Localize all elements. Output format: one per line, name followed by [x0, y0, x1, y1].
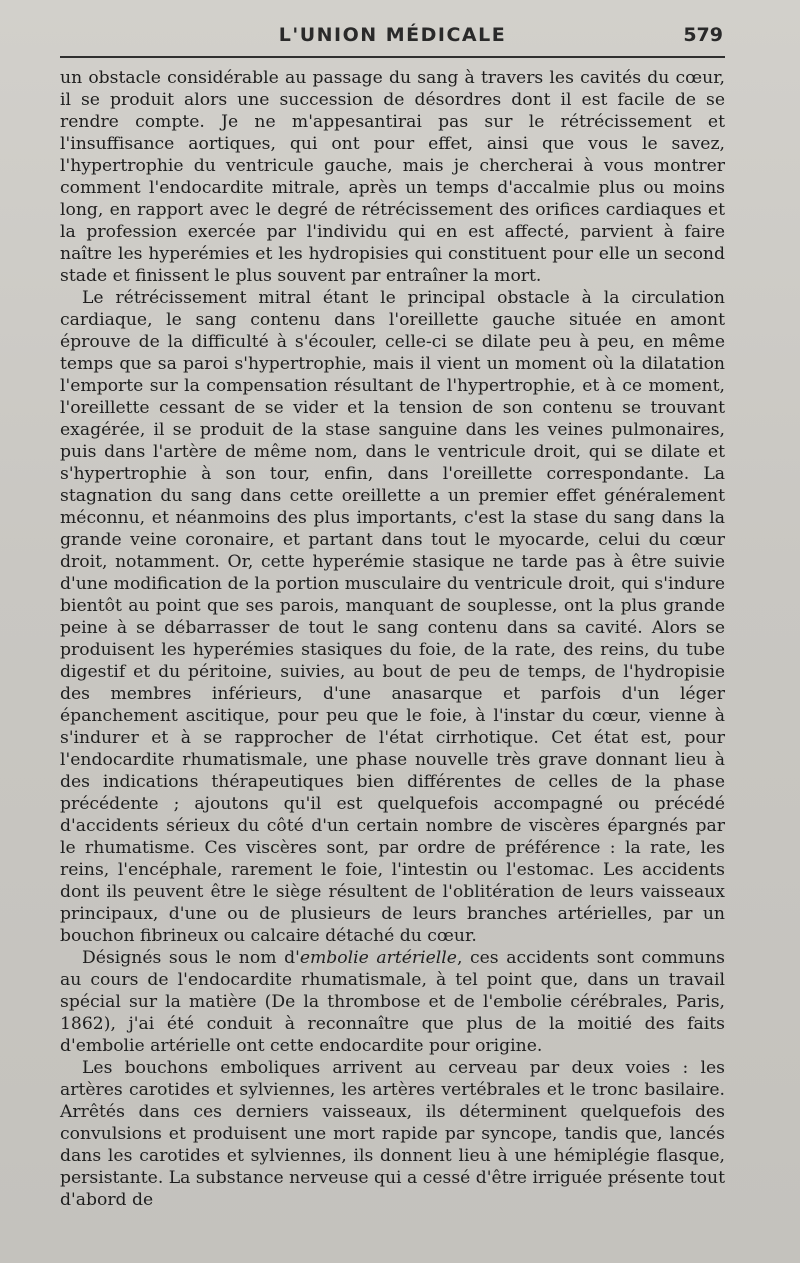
paragraph-3-lead: Désignés sous le nom d' — [82, 948, 300, 968]
embolie-arterielle-emphasis: embolie artérielle — [299, 948, 457, 968]
paragraph-2: Le rétrécissement mitral étant le principal obstacle à la circulation cardiaque, le sang contenu dans l'oreillette gauche située en amont éprouve de la difficulté à s'écouler, celle-ci se dilate peu à peu, en même temps que sa paroi s'hypertrophie, mais il vient un moment où la dilatation l'emporte sur la compensation résultant de l'hypertrophie, et à ce moment, l'oreillette cessant de se vider et la tension de son contenu se trouvant exagérée, il se produit de la stase sanguine dans les veines pulmonaires, puis dans l'artère de même nom, dans le ventricule droit, qui se dilate et s'hypertrophie à son tour, enfin, dans l'oreillette correspondante. La stagnation du sang dans cette oreillette a un premier effet généralement méconnu, et néanmoins des plus importants, c'est la stase du sang dans la grande veine coronaire, et partant dans tout le myocarde, celui du cœur droit, notamment. Or, cette hyperémie stasique ne tarde pas à être suivie d'une modification de la portion musculaire du ventricule droit, qui s'indure bientôt au point que ses parois, manquant de souplesse, ont la plus grande peine à se débarrasser de tout le sang contenu dans sa cavité. Alors se produisent les hyperémies stasiques du foie, de la rate, des reins, du tube digestif et du péritoine, suivies, au bout de peu de temps, de l'hydropisie des membres inférieurs, d'une anasarque et parfois d'un léger épanchement ascitique, pour peu que le foie, à l'instar du cœur, vienne à s'indurer et à se rapprocher de l'état cirrhotique. Cet état est, pour l'endocardite rhumatismale, une phase nouvelle très grave donnant lieu à des indications thérapeutiques bien différentes de celles de la phase précédente ; ajoutons qu'il est quelquefois accompagné ou précédé d'accidents sérieux du côté d'un certain nombre de viscères épargnés par le rhumatisme. Ces viscères sont, par ordre de préférence : la rate, les reins, l'encéphale, rarement le foie, l'intestin ou l'estomac. Les accidents dont ils peuvent être le siège résultent de l'oblitération de leurs vaisseaux principaux, d'une ou de plusieurs de leurs branches artérielles, par un bouchon fibrineux ou calcaire détaché du cœur. — [60, 288, 725, 946]
running-title: L'UNION MÉDICALE — [278, 24, 507, 46]
paragraph-1: un obstacle considérable au passage du sang à travers les cavités du cœur, il se produit alors une succession de désordres dont il est facile de se rendre compte. Je ne m'appesantirai pas sur le rétrécissement et l'insuffisance aortiques, qui ont pour effet, ainsi que vous le savez, l'hypertrophie du ventricule gauche, mais je chercherai à vous montrer comment l'endocardite mitrale, après un temps d'accalmie plus ou moins long, en rapport avec le degré de rétrécissement des orifices cardiaques et la profession exercée par l'individu qui en est affecté, parvient à faire naître les hyperémies et les hydropisies qui constituent pour elle un second stade et finissent le plus souvent par entraîner la mort. — [60, 68, 725, 286]
header-rule — [60, 56, 725, 58]
page-header — [60, 22, 725, 52]
paragraph-3-rest: , ces accidents sont communs au cours de l'endocardite rhumatismale, à tel point que, dans un travail spécial sur la matière (De la thrombose et de l'embolie cérébrales, Paris, 1862), j'ai été conduit à reconnaître que plus de la moitié des faits d'embolie artérielle ont cette endocardite pour origine. — [60, 948, 725, 1056]
paragraph-3 — [60, 947, 725, 1057]
paragraph-4: Les bouchons emboliques arrivent au cerveau par deux voies : les artères carotides et sylviennes, les artères vertébrales et le tronc basilaire. Arrêtés dans ces derniers vaisseaux, ils déterminent quelquefois des convulsions et produisent une mort rapide par syncope, tandis que, lancés dans les carotides et sylviennes, ils donnent lieu à une hémiplégie flasque, persistante. La substance nerveuse qui a cessé d'être irriguée présente tout d'abord de — [60, 1058, 725, 1210]
page-number: 579 — [683, 24, 723, 46]
article-body — [60, 67, 725, 1211]
